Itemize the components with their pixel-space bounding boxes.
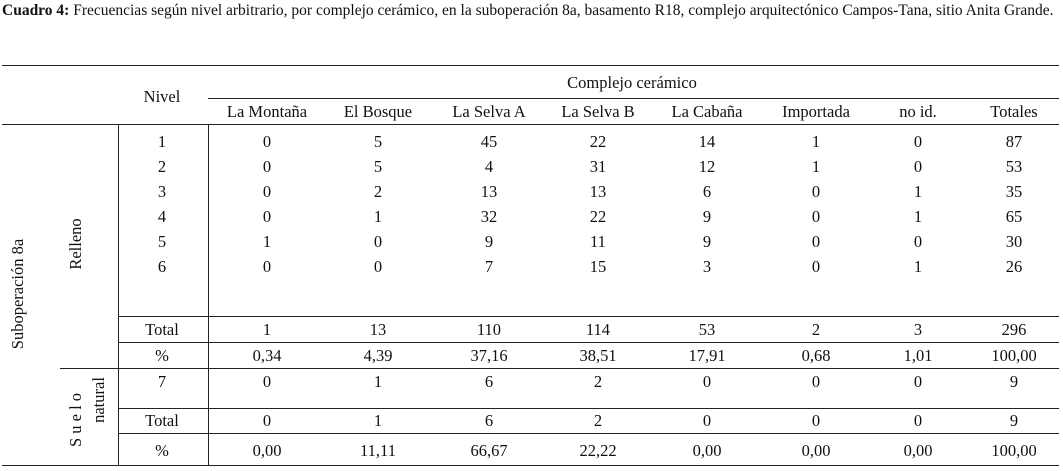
- relleno-row-cell: 7: [484, 257, 494, 276]
- relleno-row-nivel: 6: [157, 257, 167, 276]
- suelo-percent-row-cell: 0,00: [692, 441, 722, 460]
- relleno-row-cell: 0: [913, 132, 923, 151]
- relleno-row-cell: 1: [811, 157, 821, 176]
- suelo-total-row-nivel: Total: [145, 411, 179, 430]
- header-bottom-rule: [2, 124, 1059, 125]
- column-header: Totales: [990, 102, 1038, 121]
- relleno-row-cell: 4: [484, 157, 494, 176]
- relleno-total-rule-top: [118, 316, 1059, 317]
- suelo-total-row-cell: 0: [811, 411, 821, 430]
- relleno-row-cell: 0: [811, 182, 821, 201]
- relleno-row-cell: 45: [480, 132, 498, 151]
- relleno-row-cell: 1: [913, 257, 923, 276]
- suelo-row-cell: 0: [913, 372, 923, 391]
- column-header: Importada: [782, 102, 850, 121]
- relleno-row-cell: 30: [1005, 232, 1023, 251]
- caption-text: Frecuencias según nivel arbitrario, por complejo cerámico, en la suboperación 8a, basamento R18, complejo arquitectónico Campos-Tana, sitio Anita Grande.: [73, 2, 1054, 19]
- suelo-percent-row-cell: 100,00: [991, 441, 1037, 460]
- relleno-total-row-cell: 13: [369, 320, 387, 339]
- nivel-header: Nivel: [143, 87, 181, 106]
- column-header: La Cabaña: [671, 102, 743, 121]
- suelo-percent-row-cell: 0,00: [252, 441, 282, 460]
- suboperacion-label: Suboperación 8a: [8, 238, 27, 350]
- suelo-row-cell: 9: [1009, 372, 1019, 391]
- relleno-total-row-cell: 110: [476, 320, 502, 339]
- column-header: La Selva A: [452, 102, 526, 121]
- relleno-row-nivel: 1: [157, 132, 167, 151]
- suelo-row-nivel: 7: [157, 372, 167, 391]
- relleno-row-cell: 12: [698, 157, 716, 176]
- relleno-total-row-cell: 296: [1001, 320, 1027, 339]
- nivel-left-separator: [118, 124, 119, 465]
- relleno-percent-row-cell: 4,39: [363, 346, 393, 365]
- suelo-percent-row-nivel: %: [155, 441, 169, 460]
- relleno-row-cell: 2: [373, 182, 383, 201]
- suelo-total-row-cell: 0: [702, 411, 712, 430]
- group-header-rule: [208, 98, 1059, 99]
- relleno-row-cell: 9: [484, 232, 494, 251]
- column-header: El Bosque: [343, 102, 413, 121]
- nivel-right-separator: [208, 124, 209, 465]
- suelo-percent-row-cell: 0,00: [903, 441, 933, 460]
- suelo-total-row-cell: 0: [262, 411, 272, 430]
- relleno-row-nivel: 3: [157, 182, 167, 201]
- suelo-row-cell: 6: [484, 372, 494, 391]
- relleno-percent-row-cell: 0,34: [252, 346, 282, 365]
- relleno-row-cell: 5: [373, 132, 383, 151]
- suelo-row-cell: 0: [702, 372, 712, 391]
- relleno-percent-row-cell: 0,68: [801, 346, 831, 365]
- suelo-row-cell: 1: [373, 372, 383, 391]
- relleno-row-cell: 0: [262, 182, 272, 201]
- relleno-row-cell: 9: [702, 232, 712, 251]
- relleno-row-cell: 53: [1005, 157, 1023, 176]
- relleno-row-cell: 0: [811, 207, 821, 226]
- relleno-percent-row-cell: 38,51: [579, 346, 617, 365]
- caption-label: Cuadro 4:: [2, 2, 70, 19]
- table-top-rule: [2, 65, 1059, 66]
- suelo-row-cell: 2: [593, 372, 603, 391]
- relleno-row-nivel: 2: [157, 157, 167, 176]
- relleno-end-rule: [60, 368, 1059, 369]
- suelo-total-rule-top: [118, 408, 1059, 409]
- relleno-row-cell: 11: [590, 232, 606, 251]
- relleno-total-row-cell: 3: [913, 320, 923, 339]
- relleno-row-cell: 1: [373, 207, 383, 226]
- suelo-percent-row-cell: 66,67: [470, 441, 508, 460]
- relleno-percent-row-cell: 17,91: [688, 346, 726, 365]
- table-bottom-rule: [2, 465, 1059, 466]
- relleno-total-rule-bottom: [118, 342, 1059, 343]
- relleno-row-cell: 0: [373, 232, 383, 251]
- relleno-row-cell: 6: [702, 182, 712, 201]
- relleno-row-cell: 65: [1005, 207, 1023, 226]
- relleno-row-cell: 22: [589, 207, 607, 226]
- relleno-row-cell: 3: [702, 257, 712, 276]
- relleno-total-row-cell: 114: [585, 320, 611, 339]
- relleno-row-cell: 14: [698, 132, 716, 151]
- relleno-row-cell: 1: [913, 207, 923, 226]
- column-header: La Montaña: [226, 102, 308, 121]
- relleno-total-row-cell: 53: [698, 320, 716, 339]
- relleno-row-cell: 1: [913, 182, 923, 201]
- relleno-row-cell: 9: [702, 207, 712, 226]
- relleno-row-cell: 32: [480, 207, 498, 226]
- relleno-row-cell: 13: [589, 182, 607, 201]
- relleno-row-cell: 31: [589, 157, 607, 176]
- relleno-percent-row-cell: 37,16: [470, 346, 508, 365]
- group-header: Complejo cerámico: [567, 73, 697, 92]
- relleno-total-row-cell: 1: [262, 320, 272, 339]
- relleno-row-cell: 0: [913, 157, 923, 176]
- relleno-row-cell: 22: [589, 132, 607, 151]
- relleno-row-cell: 0: [913, 232, 923, 251]
- relleno-row-cell: 0: [262, 157, 272, 176]
- suelo-total-row-cell: 9: [1009, 411, 1019, 430]
- relleno-row-cell: 0: [262, 207, 272, 226]
- suelo-total-row-cell: 0: [913, 411, 923, 430]
- relleno-row-nivel: 4: [157, 207, 167, 226]
- relleno-percent-row-cell: 100,00: [991, 346, 1037, 365]
- relleno-row-cell: 35: [1005, 182, 1023, 201]
- relleno-row-cell: 0: [811, 232, 821, 251]
- relleno-total-row-nivel: Total: [145, 320, 179, 339]
- relleno-row-cell: 0: [262, 132, 272, 151]
- relleno-percent-row-cell: 1,01: [903, 346, 933, 365]
- table-caption: [2, 0, 1057, 21]
- relleno-row-cell: 1: [811, 132, 821, 151]
- relleno-total-row-cell: 2: [811, 320, 821, 339]
- column-header: La Selva B: [561, 102, 635, 121]
- relleno-row-cell: 26: [1005, 257, 1023, 276]
- suelo-row-cell: 0: [811, 372, 821, 391]
- relleno-label: Relleno: [66, 218, 85, 270]
- relleno-row-cell: 15: [589, 257, 607, 276]
- suelo-percent-row-cell: 22,22: [579, 441, 617, 460]
- suelo-percent-row-cell: 11,11: [360, 441, 396, 460]
- suelo-label-top: S u e l o: [66, 392, 85, 448]
- suelo-label-bottom: natural: [89, 377, 108, 423]
- suelo-percent-row-cell: 0,00: [801, 441, 831, 460]
- column-header: no id.: [899, 102, 937, 121]
- relleno-row-cell: 1: [262, 232, 272, 251]
- suelo-total-row-cell: 1: [373, 411, 383, 430]
- relleno-row-nivel: 5: [157, 232, 167, 251]
- relleno-row-cell: 0: [811, 257, 821, 276]
- relleno-row-cell: 87: [1005, 132, 1023, 151]
- suelo-row-cell: 0: [262, 372, 272, 391]
- relleno-row-cell: 13: [480, 182, 498, 201]
- suelo-total-row-cell: 6: [484, 411, 494, 430]
- relleno-percent-row-nivel: %: [155, 346, 169, 365]
- relleno-row-cell: 5: [373, 157, 383, 176]
- relleno-row-cell: 0: [262, 257, 272, 276]
- suelo-total-rule-bottom: [118, 433, 1059, 434]
- relleno-row-cell: 0: [373, 257, 383, 276]
- suelo-total-row-cell: 2: [593, 411, 603, 430]
